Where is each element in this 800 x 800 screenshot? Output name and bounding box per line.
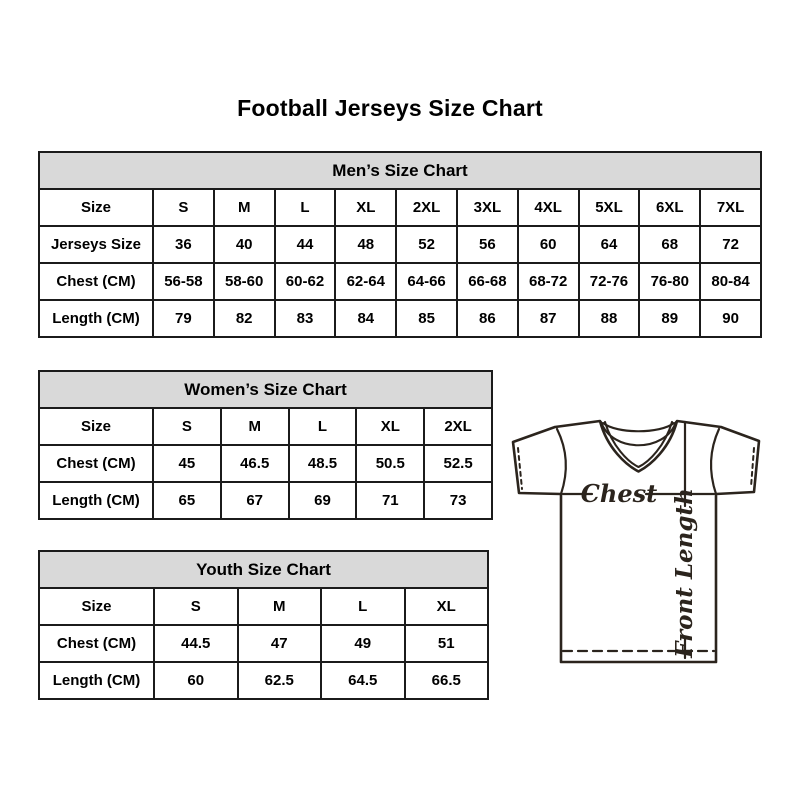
mens-cell: 5XL xyxy=(579,189,640,226)
mens-cell: 48 xyxy=(335,226,396,263)
mens-cell: 83 xyxy=(275,300,336,337)
womens-cell: 50.5 xyxy=(356,445,424,482)
mens-cell: 80-84 xyxy=(700,263,761,300)
womens-cell: 67 xyxy=(221,482,289,519)
womens-table-row xyxy=(39,482,492,519)
youth-cell: 47 xyxy=(238,625,322,662)
mens-cell: 89 xyxy=(639,300,700,337)
mens-row-label: Size xyxy=(39,189,153,226)
mens-cell: 64-66 xyxy=(396,263,457,300)
mens-cell: 64 xyxy=(579,226,640,263)
womens-row-label: Length (CM) xyxy=(39,482,153,519)
womens-cell: 52.5 xyxy=(424,445,492,482)
womens-cell: 45 xyxy=(153,445,221,482)
mens-cell: 86 xyxy=(457,300,518,337)
mens-cell: 85 xyxy=(396,300,457,337)
mens-cell: 88 xyxy=(579,300,640,337)
youth-cell: XL xyxy=(405,588,489,625)
collar-mid-arc xyxy=(601,422,676,445)
mens-cell: 3XL xyxy=(457,189,518,226)
youth-table-row xyxy=(39,625,488,662)
youth-row-label: Length (CM) xyxy=(39,662,154,699)
mens-cell: 82 xyxy=(214,300,275,337)
mens-cell: 52 xyxy=(396,226,457,263)
womens-row-label: Size xyxy=(39,408,153,445)
mens-cell: 36 xyxy=(153,226,214,263)
youth-cell: 49 xyxy=(321,625,405,662)
youth-row-label: Chest (CM) xyxy=(39,625,154,662)
mens-cell: 60 xyxy=(518,226,579,263)
jersey-outline xyxy=(513,421,759,662)
mens-cell: 62-64 xyxy=(335,263,396,300)
youth-table-title: Youth Size Chart xyxy=(39,551,488,588)
mens-cell: 6XL xyxy=(639,189,700,226)
womens-size-table xyxy=(38,370,493,520)
mens-cell: 56-58 xyxy=(153,263,214,300)
womens-cell: M xyxy=(221,408,289,445)
youth-cell: S xyxy=(154,588,238,625)
mens-table-row xyxy=(39,300,761,337)
mens-cell: 87 xyxy=(518,300,579,337)
womens-cell: S xyxy=(153,408,221,445)
mens-table-row xyxy=(39,226,761,263)
chest-label: Chest xyxy=(580,479,658,508)
youth-table-row xyxy=(39,588,488,625)
womens-cell: L xyxy=(289,408,357,445)
youth-cell: M xyxy=(238,588,322,625)
womens-cell: 48.5 xyxy=(289,445,357,482)
womens-cell: 46.5 xyxy=(221,445,289,482)
mens-table-row xyxy=(39,189,761,226)
mens-cell: 7XL xyxy=(700,189,761,226)
mens-cell: XL xyxy=(335,189,396,226)
mens-cell: 72 xyxy=(700,226,761,263)
mens-row-label: Chest (CM) xyxy=(39,263,153,300)
mens-cell: 84 xyxy=(335,300,396,337)
mens-row-label: Length (CM) xyxy=(39,300,153,337)
womens-table-row xyxy=(39,408,492,445)
youth-size-table xyxy=(38,550,489,700)
mens-cell: 60-62 xyxy=(275,263,336,300)
mens-table-row xyxy=(39,263,761,300)
youth-cell: 66.5 xyxy=(405,662,489,699)
mens-cell: 2XL xyxy=(396,189,457,226)
womens-cell: 2XL xyxy=(424,408,492,445)
mens-cell: 40 xyxy=(214,226,275,263)
womens-table-title: Women’s Size Chart xyxy=(39,371,492,408)
mens-cell: S xyxy=(153,189,214,226)
womens-cell: 73 xyxy=(424,482,492,519)
youth-row-label: Size xyxy=(39,588,154,625)
youth-cell: 51 xyxy=(405,625,489,662)
jersey-measurement-diagram xyxy=(505,408,775,700)
mens-cell: 90 xyxy=(700,300,761,337)
mens-cell: 58-60 xyxy=(214,263,275,300)
mens-cell: 72-76 xyxy=(579,263,640,300)
youth-cell: 62.5 xyxy=(238,662,322,699)
mens-cell: 56 xyxy=(457,226,518,263)
page-title: Football Jerseys Size Chart xyxy=(237,95,543,121)
youth-cell: 60 xyxy=(154,662,238,699)
womens-table-row xyxy=(39,445,492,482)
womens-cell: 69 xyxy=(289,482,357,519)
youth-cell: 44.5 xyxy=(154,625,238,662)
youth-cell: L xyxy=(321,588,405,625)
mens-cell: 4XL xyxy=(518,189,579,226)
mens-cell: 68-72 xyxy=(518,263,579,300)
mens-cell: 79 xyxy=(153,300,214,337)
womens-cell: XL xyxy=(356,408,424,445)
mens-cell: M xyxy=(214,189,275,226)
mens-size-table xyxy=(38,151,762,338)
collar-back-arc xyxy=(603,423,674,431)
womens-cell: 65 xyxy=(153,482,221,519)
mens-cell: 68 xyxy=(639,226,700,263)
mens-cell: 76-80 xyxy=(639,263,700,300)
womens-cell: 71 xyxy=(356,482,424,519)
youth-table-row xyxy=(39,662,488,699)
mens-row-label: Jerseys Size xyxy=(39,226,153,263)
front-length-label: Front Length xyxy=(671,488,698,658)
mens-cell: 66-68 xyxy=(457,263,518,300)
womens-row-label: Chest (CM) xyxy=(39,445,153,482)
mens-cell: L xyxy=(275,189,336,226)
mens-cell: 44 xyxy=(275,226,336,263)
jersey-diagram-svg xyxy=(505,408,775,700)
youth-cell: 64.5 xyxy=(321,662,405,699)
mens-table-title: Men’s Size Chart xyxy=(39,152,761,189)
